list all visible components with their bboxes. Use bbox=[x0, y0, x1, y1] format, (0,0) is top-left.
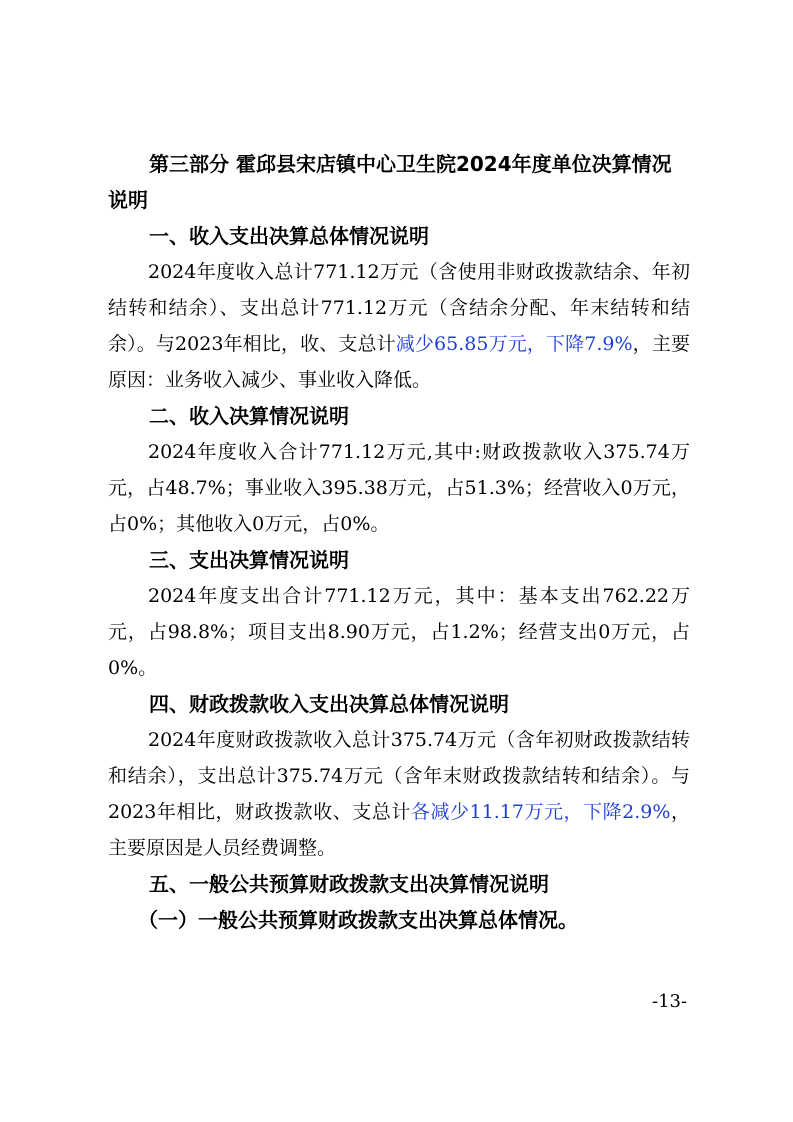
section-1-heading: 一、收入支出决算总体情况说明 bbox=[149, 224, 429, 248]
section-2-heading: 二、收入决算情况说明 bbox=[149, 404, 349, 428]
document-title: 第三部分 霍邱县宋店镇中心卫生院2024年度单位决算情况说明 bbox=[108, 152, 672, 212]
section-4-text-pre: 2024年度财政拨款收入总计375.74万元（含年初财政拨款结转和结余），支出总计375.74万元（含年末财政拨款结转和结余）。与2023年相比，财政拨款收、支总计 bbox=[108, 729, 690, 823]
section-1-highlight-percent: 下降7.9% bbox=[546, 333, 633, 355]
section-4-highlight: 各减少11.17万元，下降2.9% bbox=[410, 801, 671, 823]
document-body bbox=[108, 146, 690, 938]
section-3-paragraph: 2024年度支出合计771.12万元，其中：基本支出762.22万元，占98.8%；项目支出8.90万元，占1.2%；经营支出0万元，占0%。 bbox=[108, 585, 690, 679]
section-5-subheading: （一）一般公共预算财政拨款支出决算总体情况。 bbox=[138, 908, 578, 932]
section-2-paragraph: 2024年度收入合计771.12万元,其中:财政拨款收入375.74万元，占48.7%；事业收入395.38万元，占51.3%；经营收入0万元，占0%；其他收入0万元，占0%。 bbox=[108, 441, 690, 535]
section-1-paragraph bbox=[108, 254, 690, 398]
section-1-highlight-decrease: 减少65.85万元 bbox=[395, 333, 527, 355]
section-5-heading: 五、一般公共预算财政拨款支出决算情况说明 bbox=[149, 872, 549, 896]
section-4-text-post: ，主要原因是人员经费调整。 bbox=[108, 801, 690, 859]
page-number: -13- bbox=[652, 991, 688, 1012]
section-1-text-post: ，主要原因：业务收入减少、事业收入降低。 bbox=[108, 333, 690, 391]
section-3-heading: 三、支出决算情况说明 bbox=[149, 548, 349, 572]
section-1-text-mid: ， bbox=[526, 333, 546, 355]
section-1-text-pre: 2024年度收入总计771.12万元（含使用非财政拨款结余、年初结转和结余）、支出总计771.12万元（含结余分配、年末结转和结余）。与2023年相比，收、支总计 bbox=[108, 261, 690, 355]
section-4-heading: 四、财政拨款收入支出决算总体情况说明 bbox=[149, 692, 509, 716]
section-4-paragraph bbox=[108, 722, 690, 866]
